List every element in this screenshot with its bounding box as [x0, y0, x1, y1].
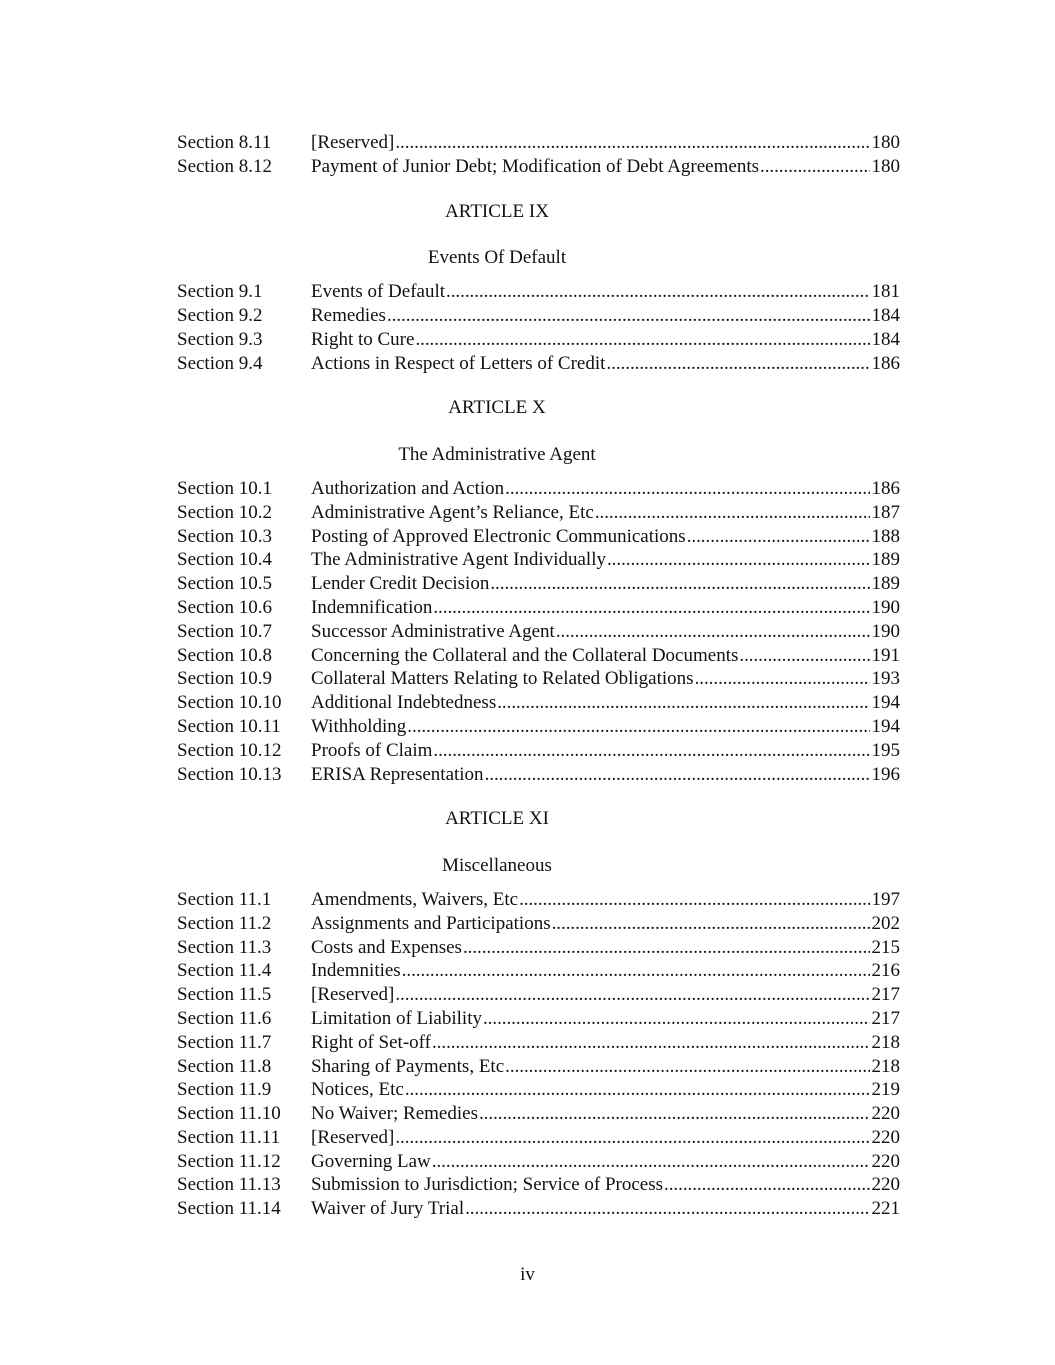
- dot-leader: [433, 739, 869, 763]
- dot-leader: [405, 1078, 870, 1102]
- section-number: Section 10.11: [177, 715, 281, 737]
- section-number: Section 10.6: [177, 596, 272, 618]
- section-title: Right to Cure: [311, 328, 415, 350]
- page-reference: 181: [871, 281, 900, 303]
- toc-entry: [177, 1007, 900, 1031]
- dot-leader: [465, 1197, 869, 1221]
- section-title-line: [311, 644, 872, 668]
- toc-entry: [177, 1173, 900, 1197]
- page-reference: 187: [871, 501, 900, 523]
- section-title: Events of Default: [311, 281, 446, 303]
- section-number: Section 11.7: [177, 1031, 272, 1053]
- section-number: Section 9.2: [177, 304, 263, 326]
- toc-entry: [177, 936, 900, 960]
- section-number: Section 9.3: [177, 328, 263, 350]
- toc-entry: [177, 691, 900, 715]
- section-title-line: [311, 501, 872, 525]
- dot-leader: [695, 667, 870, 691]
- dot-leader: [505, 1055, 869, 1079]
- toc-entry: [177, 548, 900, 572]
- dot-leader: [395, 983, 869, 1007]
- section-title-line: [311, 936, 872, 960]
- section-title-line: [311, 888, 872, 912]
- dot-leader: [505, 477, 869, 501]
- section-title-line: [311, 548, 872, 572]
- section-number: Section 11.14: [177, 1198, 281, 1220]
- section-number: Section 10.12: [177, 739, 282, 761]
- section-title: [Reserved]: [311, 1126, 395, 1148]
- section-title-line: [311, 1173, 872, 1197]
- page-reference: 196: [871, 763, 900, 785]
- page-reference: 219: [871, 1079, 900, 1101]
- dot-leader: [485, 763, 870, 787]
- section-title-line: [311, 1197, 872, 1221]
- section-title: Collateral Matters Relating to Related Obligations: [311, 668, 694, 690]
- toc-entry: [177, 1150, 900, 1174]
- section-title: Governing Law: [311, 1150, 431, 1172]
- toc-entry: [177, 596, 900, 620]
- page-reference: 195: [871, 739, 900, 761]
- page-reference: 197: [871, 888, 900, 910]
- article-name: Miscellaneous: [442, 855, 552, 877]
- section-number: Section 10.9: [177, 668, 272, 690]
- section-title: Additional Indebtedness: [311, 692, 497, 714]
- toc-entry: [177, 1197, 900, 1221]
- section-title: Remedies: [311, 304, 386, 326]
- section-title-line: [311, 715, 872, 739]
- toc-entry: [177, 525, 900, 549]
- toc-entry: [177, 1078, 900, 1102]
- dot-leader: [395, 131, 869, 155]
- section-title-line: [311, 304, 872, 328]
- section-number: Section 10.5: [177, 573, 272, 595]
- dot-leader: [490, 572, 869, 596]
- section-number: Section 10.4: [177, 549, 272, 571]
- section-title: Lender Credit Decision: [311, 573, 490, 595]
- dot-leader: [519, 888, 869, 912]
- page-reference: 189: [871, 573, 900, 595]
- section-number: Section 10.1: [177, 477, 272, 499]
- section-title: Assignments and Participations: [311, 912, 551, 934]
- page-reference: 217: [871, 1007, 900, 1029]
- page-reference: 216: [871, 960, 900, 982]
- section-title-line: [311, 912, 872, 936]
- toc-entry: [177, 280, 900, 304]
- section-number: Section 9.4: [177, 352, 263, 374]
- section-number: Section 11.2: [177, 912, 272, 934]
- toc-entry: [177, 959, 900, 983]
- toc-entry: [177, 1126, 900, 1150]
- page-reference: 215: [871, 936, 900, 958]
- page-reference: 190: [871, 596, 900, 618]
- page-reference: 180: [871, 155, 900, 177]
- section-number: Section 11.13: [177, 1174, 281, 1196]
- toc-entry: [177, 888, 900, 912]
- section-title: ERISA Representation: [311, 763, 484, 785]
- page-reference: 221: [871, 1198, 900, 1220]
- section-number: Section 11.5: [177, 984, 272, 1006]
- section-title: Actions in Respect of Letters of Credit: [311, 352, 606, 374]
- page-reference: 191: [871, 644, 900, 666]
- dot-leader: [463, 936, 870, 960]
- article-name: The Administrative Agent: [398, 444, 596, 466]
- page-reference: 202: [871, 912, 900, 934]
- section-number: Section 8.11: [177, 132, 272, 153]
- section-title-line: [311, 280, 872, 304]
- page-reference: 189: [871, 549, 900, 571]
- section-number: Section 11.10: [177, 1103, 281, 1125]
- section-title-line: [311, 155, 872, 179]
- toc-entry: [177, 131, 900, 155]
- dot-leader: [760, 155, 870, 179]
- table-of-contents: [177, 131, 900, 1221]
- section-title-line: [311, 1126, 872, 1150]
- toc-entry: [177, 912, 900, 936]
- section-number: Section 10.13: [177, 763, 282, 785]
- page-reference: 188: [871, 525, 900, 547]
- section-title: Costs and Expenses: [311, 936, 462, 958]
- toc-entry: [177, 1055, 900, 1079]
- section-title: Amendments, Waivers, Etc: [311, 888, 519, 910]
- section-title: Administrative Agent’s Reliance, Etc: [311, 501, 594, 523]
- section-number: Section 11.1: [177, 888, 272, 910]
- section-number: Section 10.7: [177, 620, 272, 642]
- dot-leader: [395, 1126, 869, 1150]
- dot-leader: [479, 1102, 870, 1126]
- page-reference: 218: [871, 1055, 900, 1077]
- section-title-line: [311, 959, 872, 983]
- section-number: Section 10.3: [177, 525, 272, 547]
- toc-entry: [177, 1031, 900, 1055]
- article-name: Events Of Default: [427, 247, 567, 269]
- page-reference: 184: [871, 304, 900, 326]
- section-title-line: [311, 572, 872, 596]
- page-reference: 220: [871, 1150, 900, 1172]
- page-reference: 186: [871, 352, 900, 374]
- section-number: Section 8.12: [177, 155, 272, 177]
- toc-entry: [177, 352, 900, 376]
- dot-leader: [552, 912, 870, 936]
- section-number: Section 11.11: [177, 1126, 281, 1148]
- section-title-line: [311, 1031, 872, 1055]
- dot-leader: [497, 691, 869, 715]
- section-number: Section 10.2: [177, 501, 272, 523]
- section-title-line: [311, 691, 872, 715]
- section-title: Indemnification: [311, 596, 433, 618]
- section-number: Section 11.3: [177, 936, 272, 958]
- dot-leader: [556, 620, 870, 644]
- page-reference: 217: [871, 984, 900, 1006]
- section-title: The Administrative Agent Individually: [311, 549, 606, 571]
- section-title: Withholding: [311, 715, 407, 737]
- section-title-line: [311, 131, 872, 155]
- toc-entry: [177, 1102, 900, 1126]
- section-title-line: [311, 739, 872, 763]
- page-reference: 220: [871, 1126, 900, 1148]
- page-reference: 220: [871, 1103, 900, 1125]
- section-title-line: [311, 352, 872, 376]
- dot-leader: [433, 596, 869, 620]
- section-title-line: [311, 620, 872, 644]
- toc-entry: [177, 715, 900, 739]
- section-number: Section 11.9: [177, 1079, 272, 1101]
- section-title: Payment of Junior Debt; Modification of Debt Agreements: [311, 155, 759, 177]
- section-title-line: [311, 1078, 872, 1102]
- section-title-line: [311, 763, 872, 787]
- article-number: ARTICLE IX: [445, 200, 549, 222]
- toc-entry: [177, 667, 900, 691]
- section-title: Submission to Jurisdiction; Service of Process: [311, 1174, 664, 1196]
- page-reference: 193: [871, 668, 900, 690]
- dot-leader: [432, 1150, 870, 1174]
- dot-leader: [687, 525, 870, 549]
- page-reference: 218: [871, 1031, 900, 1053]
- dot-leader: [739, 644, 869, 668]
- toc-entry: [177, 155, 900, 179]
- section-title: Sharing of Payments, Etc: [311, 1055, 505, 1077]
- toc-entry: [177, 739, 900, 763]
- section-title-line: [311, 525, 872, 549]
- section-title: Successor Administrative Agent: [311, 620, 555, 642]
- page-reference: 184: [871, 328, 900, 350]
- section-title: Right of Set-off: [311, 1031, 431, 1053]
- page-reference: 190: [871, 620, 900, 642]
- toc-entry: [177, 763, 900, 787]
- section-title-line: [311, 667, 872, 691]
- dot-leader: [595, 501, 870, 525]
- article-number: ARTICLE X: [448, 397, 546, 419]
- section-title: Proofs of Claim: [311, 739, 433, 761]
- section-title: [Reserved]: [311, 132, 395, 153]
- section-title: Notices, Etc: [311, 1079, 404, 1101]
- section-title-line: [311, 1102, 872, 1126]
- dot-leader: [402, 959, 870, 983]
- toc-entry: [177, 477, 900, 501]
- section-number: Section 10.8: [177, 644, 272, 666]
- section-title: No Waiver; Remedies: [311, 1103, 478, 1125]
- section-title-line: [311, 983, 872, 1007]
- dot-leader: [446, 280, 869, 304]
- section-title-line: [311, 596, 872, 620]
- dot-leader: [387, 304, 870, 328]
- section-number: Section 11.4: [177, 960, 272, 982]
- toc-entry: [177, 328, 900, 352]
- section-number: Section 10.10: [177, 692, 282, 714]
- section-title-line: [311, 1055, 872, 1079]
- dot-leader: [407, 715, 869, 739]
- section-title-line: [311, 1007, 872, 1031]
- page-reference: 194: [871, 692, 900, 714]
- toc-entry: [177, 644, 900, 668]
- dot-leader: [607, 548, 870, 572]
- section-number: Section 11.6: [177, 1007, 272, 1029]
- toc-entry: [177, 572, 900, 596]
- section-title-line: [311, 477, 872, 501]
- toc-entry: [177, 304, 900, 328]
- dot-leader: [606, 352, 869, 376]
- toc-entry: [177, 501, 900, 525]
- page-reference: 194: [871, 715, 900, 737]
- section-number: Section 9.1: [177, 281, 263, 303]
- section-title: Concerning the Collateral and the Collateral Documents: [311, 644, 739, 666]
- dot-leader: [664, 1173, 869, 1197]
- dot-leader: [432, 1031, 870, 1055]
- section-title: Authorization and Action: [311, 477, 505, 499]
- page-reference: 186: [871, 477, 900, 499]
- section-title-line: [311, 328, 872, 352]
- page-reference: 220: [871, 1174, 900, 1196]
- section-number: Section 11.8: [177, 1055, 272, 1077]
- section-title: Indemnities: [311, 960, 401, 982]
- page-reference: 180: [871, 132, 900, 153]
- section-title: [Reserved]: [311, 984, 395, 1006]
- toc-entry: [177, 983, 900, 1007]
- section-title: Waiver of Jury Trial: [311, 1198, 465, 1220]
- page-number: iv: [520, 1264, 535, 1285]
- section-title: Posting of Approved Electronic Communications: [311, 525, 686, 547]
- section-title-line: [311, 1150, 872, 1174]
- toc-entry: [177, 620, 900, 644]
- dot-leader: [415, 328, 869, 352]
- dot-leader: [483, 1007, 870, 1031]
- section-number: Section 11.12: [177, 1150, 281, 1172]
- section-title: Limitation of Liability: [311, 1007, 482, 1029]
- article-number: ARTICLE XI: [445, 808, 549, 830]
